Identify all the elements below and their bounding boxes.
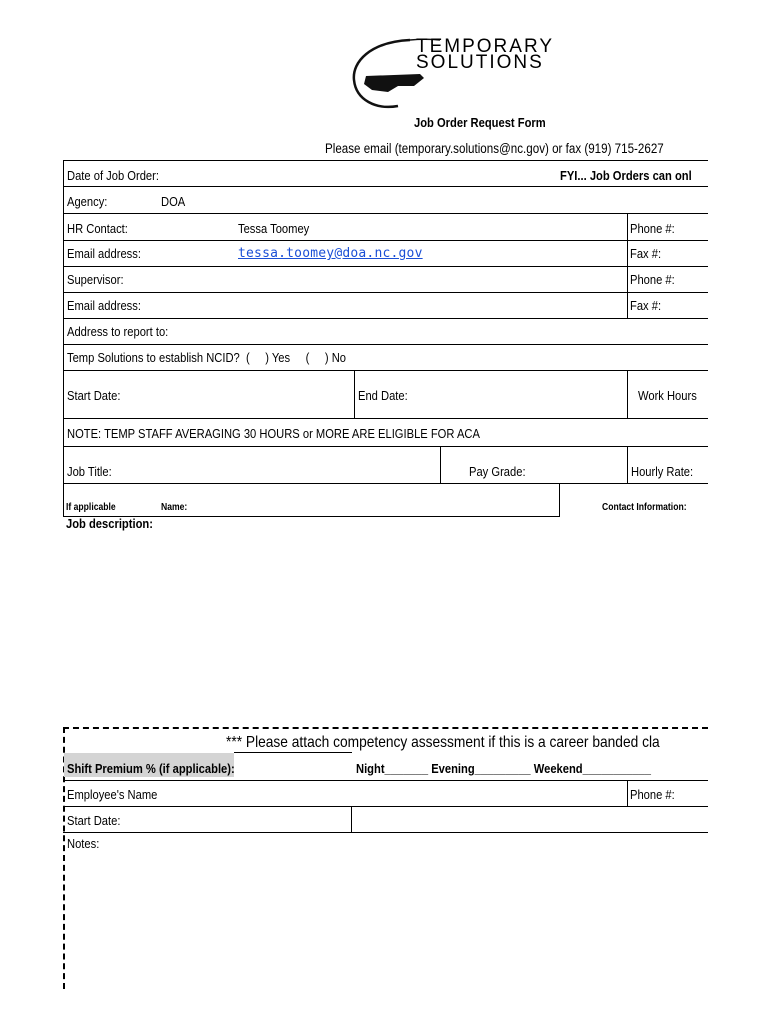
temporary-solutions-logo <box>350 34 630 112</box>
fyi-note: FYI... Job Orders can onl <box>560 168 692 183</box>
employee-start-date-label: Start Date: <box>67 813 121 828</box>
form-title: Job Order Request Form <box>414 115 546 130</box>
ncid-question: Temp Solutions to establish NCID? ( ) Yes ( ) No <box>67 350 346 365</box>
form-instructions: Please email (temporary.solutions@nc.gov) or fax (919) 715-2627 <box>325 141 664 156</box>
competency-assessment-note: *** Please attach competency assessment if this is a career banded cla <box>226 734 660 751</box>
date-of-job-order-label: Date of Job Order: <box>67 168 159 183</box>
job-title-label: Job Title: <box>67 464 112 479</box>
hr-contact-value[interactable]: Tessa Toomey <box>238 221 310 236</box>
shift-premium-label: Shift Premium % (if applicable): <box>67 761 235 776</box>
logo-line1: TEMPORARY <box>416 36 555 57</box>
hr-phone-label: Phone #: <box>630 221 675 236</box>
pay-grade-label: Pay Grade: <box>469 464 526 479</box>
contact-name-label: Name: <box>161 502 188 513</box>
job-description-label: Job description: <box>66 516 153 531</box>
agency-value[interactable]: DOA <box>161 194 186 209</box>
hourly-rate-label: Hourly Rate: <box>631 464 694 479</box>
hr-email-label: Email address: <box>67 246 141 261</box>
supervisor-phone-label: Phone #: <box>630 272 675 287</box>
shift-options: Night_______ Evening_________ Weekend___________ <box>356 761 652 776</box>
hr-contact-label: HR Contact: <box>67 221 128 236</box>
supervisor-label: Supervisor: <box>67 272 124 287</box>
contact-information-label: Contact Information: <box>602 502 687 513</box>
logo-line2: SOLUTIONS <box>416 52 544 73</box>
employee-name-label: Employee's Name <box>67 787 158 802</box>
address-label: Address to report to: <box>67 324 169 339</box>
employee-phone-label: Phone #: <box>630 787 675 802</box>
end-date-label: End Date: <box>358 388 408 403</box>
hr-fax-label: Fax #: <box>630 246 662 261</box>
supervisor-fax-label: Fax #: <box>630 298 662 313</box>
supervisor-email-label: Email address: <box>67 298 141 313</box>
if-applicable-label: If applicable <box>66 502 116 513</box>
start-date-label: Start Date: <box>67 388 121 403</box>
notes-label: Notes: <box>67 836 100 851</box>
agency-label: Agency: <box>67 194 108 209</box>
aca-note: NOTE: TEMP STAFF AVERAGING 30 HOURS or MORE ARE ELIGIBLE FOR ACA <box>67 426 480 441</box>
work-hours-label: Work Hours <box>638 388 697 403</box>
hr-email-link[interactable]: tessa.toomey@doa.nc.gov <box>238 246 423 261</box>
